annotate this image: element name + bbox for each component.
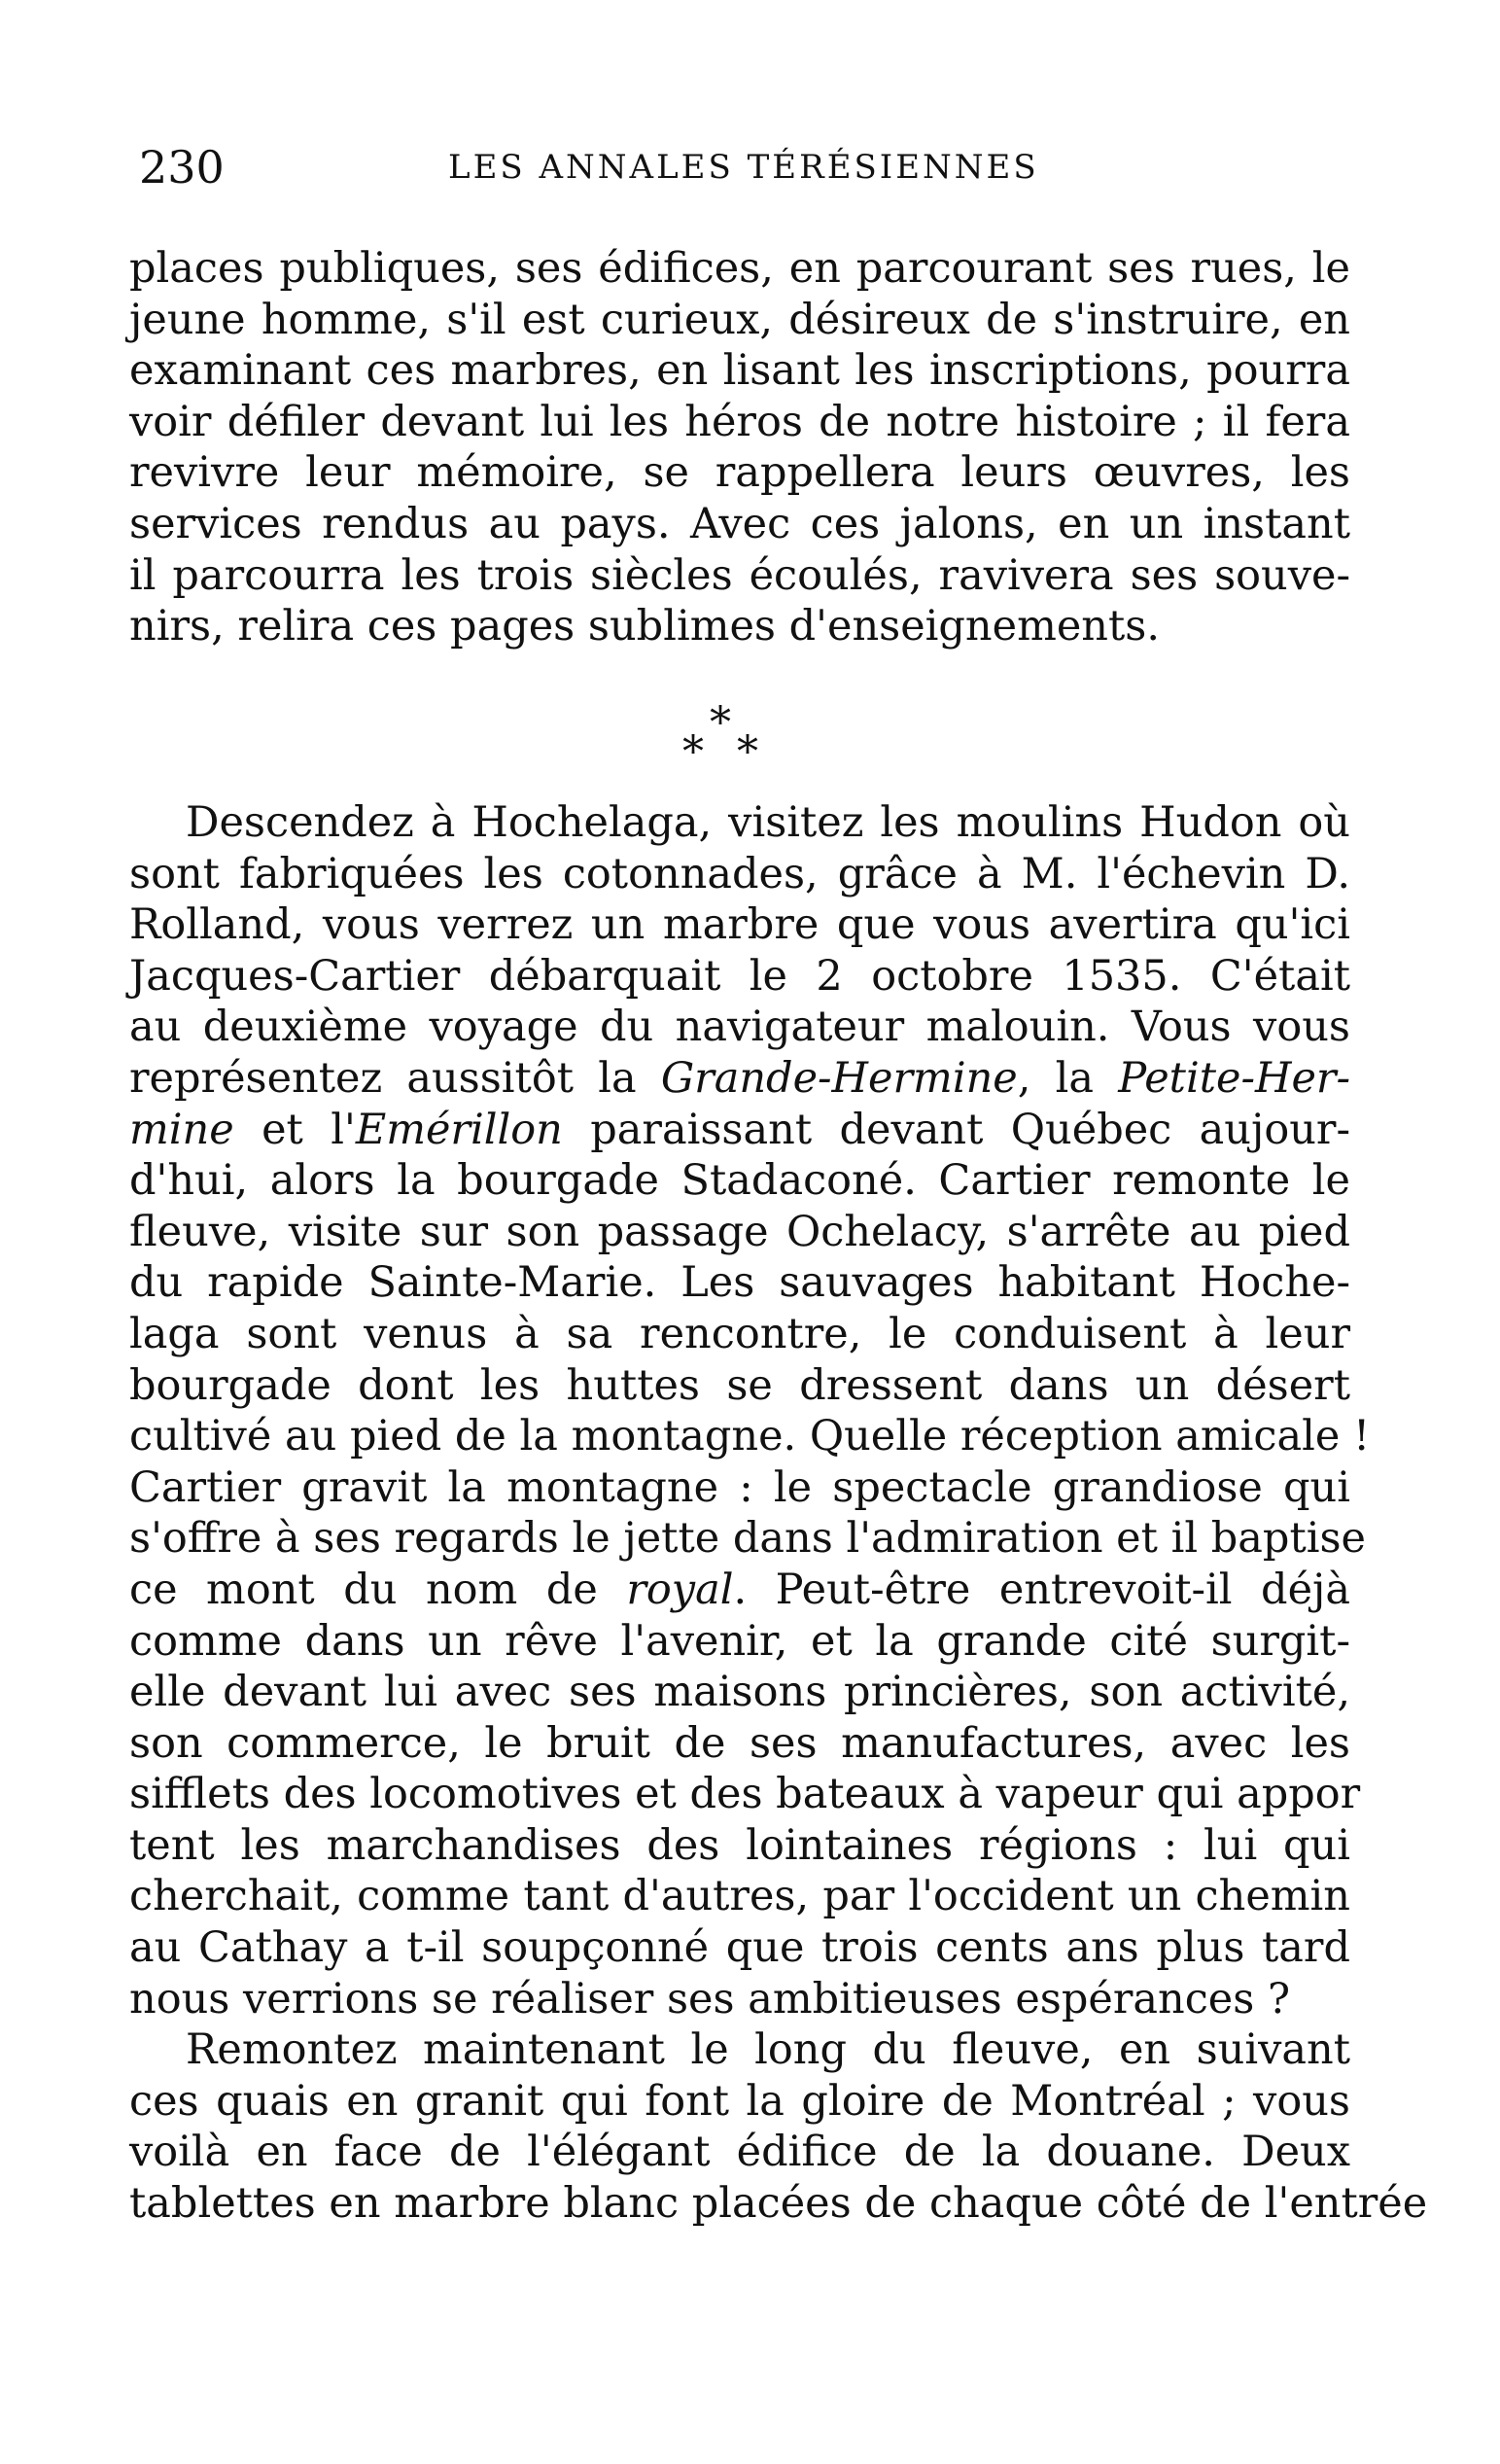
ship-name: Petite-Her- bbox=[1118, 1053, 1351, 1103]
text-line: services rendus au pays. Avec ces jalons, en un instant bbox=[129, 499, 1350, 548]
ship-name: Grande-Hermine bbox=[660, 1053, 1018, 1103]
text-line: d'hui, alors la bourgade Stadaconé. Cartier remonte le bbox=[129, 1156, 1350, 1206]
text-line: son commerce, le bruit de ses manufactures, avec les bbox=[129, 1718, 1350, 1768]
asterisk-left: * bbox=[682, 727, 704, 777]
text-line: sont fabriquées les cotonnades, grâce à M. l'échevin D. bbox=[129, 849, 1350, 898]
text-line: comme dans un rêve l'avenir, et la grande cité surgit- bbox=[129, 1616, 1350, 1666]
text-line: revivre leur mémoire, se rappellera leurs œuvres, les bbox=[129, 448, 1350, 498]
text-run: représentez aussitôt la bbox=[129, 1053, 637, 1103]
text-run: paraissant devant Québec aujour- bbox=[562, 1105, 1350, 1154]
page-header bbox=[139, 138, 1354, 196]
text-line: cherchait, comme tant d'autres, par l'occident un chemin bbox=[129, 1872, 1350, 1921]
text-line: voilà en face de l'élégant édifice de la douane. Deux bbox=[129, 2128, 1350, 2177]
text-run: et l' bbox=[233, 1105, 356, 1154]
text-line-with-italics bbox=[129, 1105, 1350, 1156]
asterisk-top: * bbox=[710, 698, 731, 748]
text-line: nirs, relira ces pages sublimes d'enseignements. bbox=[129, 602, 1161, 651]
text-line: nous verrions se réaliser ses ambitieuses espérances ? bbox=[129, 1974, 1291, 2024]
text-line: Remontez maintenant le long du fleuve, en suivant bbox=[186, 2025, 1350, 2075]
paragraph-2 bbox=[129, 797, 1428, 2230]
page-number: 230 bbox=[139, 141, 225, 194]
text-line: bourgade dont les huttes se dressent dans un désert bbox=[129, 1360, 1350, 1410]
text-line: places publiques, ses édifices, en parcourant ses rues, le bbox=[129, 244, 1350, 293]
ship-name: Emérillon bbox=[355, 1105, 563, 1154]
asterism-separator bbox=[680, 698, 797, 790]
text-line: il parcourra les trois siècles écoulés, ravivera ses souve- bbox=[129, 550, 1350, 600]
text-line: Descendez à Hochelaga, visitez les moulins Hudon où bbox=[186, 798, 1350, 847]
text-line: s'offre à ses regards le jette dans l'admiration et il baptise bbox=[129, 1514, 1366, 1564]
text-run: ce mont du nom de bbox=[129, 1565, 598, 1614]
text-line: examinant ces marbres, en lisant les inscriptions, pourra bbox=[129, 346, 1350, 396]
text-run: . Peut-être entrevoit-il déjà bbox=[733, 1565, 1351, 1614]
ship-name: mine bbox=[129, 1105, 234, 1154]
text-line-with-italics bbox=[129, 1565, 1350, 1616]
text-line: tent les marchandises des lointaines régions : lui qui bbox=[129, 1820, 1350, 1870]
text-line-with-italics bbox=[129, 1053, 1350, 1105]
text-line: du rapide Sainte-Marie. Les sauvages habitant Hoche- bbox=[129, 1258, 1350, 1308]
italic-word: royal bbox=[626, 1565, 734, 1614]
text-line: au Cathay a t-il soupçonné que trois cents ans plus tard bbox=[129, 1923, 1350, 1973]
running-title: LES ANNALES TÉRÉSIENNES bbox=[448, 148, 1039, 187]
text-line: jeune homme, s'il est curieux, désireux de s'instruire, en bbox=[129, 295, 1350, 344]
asterisk-right: * bbox=[737, 727, 758, 777]
text-line: voir défiler devant lui les héros de notre histoire ; il fera bbox=[129, 397, 1350, 446]
text-line: tablettes en marbre blanc placées de chaque côté de l'entrée bbox=[129, 2179, 1428, 2229]
text-line: ces quais en granit qui font la gloire de Montréal ; vous bbox=[129, 2076, 1350, 2126]
text-line: au deuxième voyage du navigateur malouin. Vous vous bbox=[129, 1003, 1350, 1052]
text-line: fleuve, visite sur son passage Ochelacy, s'arrête au pied bbox=[129, 1207, 1350, 1256]
text-run: , la bbox=[1017, 1053, 1095, 1103]
text-line: laga sont venus à sa rencontre, le conduisent à leur bbox=[129, 1309, 1350, 1358]
text-line: cultivé au pied de la montagne. Quelle réception amicale ! bbox=[129, 1412, 1371, 1461]
text-line: sifflets des locomotives et des bateaux à vapeur qui appor bbox=[129, 1770, 1361, 1819]
paragraph-1 bbox=[129, 243, 1350, 652]
text-line: Jacques-Cartier débarquait le 2 octobre 1535. C'était bbox=[129, 951, 1350, 1001]
text-line: Rolland, vous verrez un marbre que vous avertira qu'ici bbox=[129, 900, 1350, 950]
text-line: Cartier gravit la montagne : le spectacle grandiose qui bbox=[129, 1462, 1350, 1512]
text-line: elle devant lui avec ses maisons princières, son activité, bbox=[129, 1668, 1350, 1717]
